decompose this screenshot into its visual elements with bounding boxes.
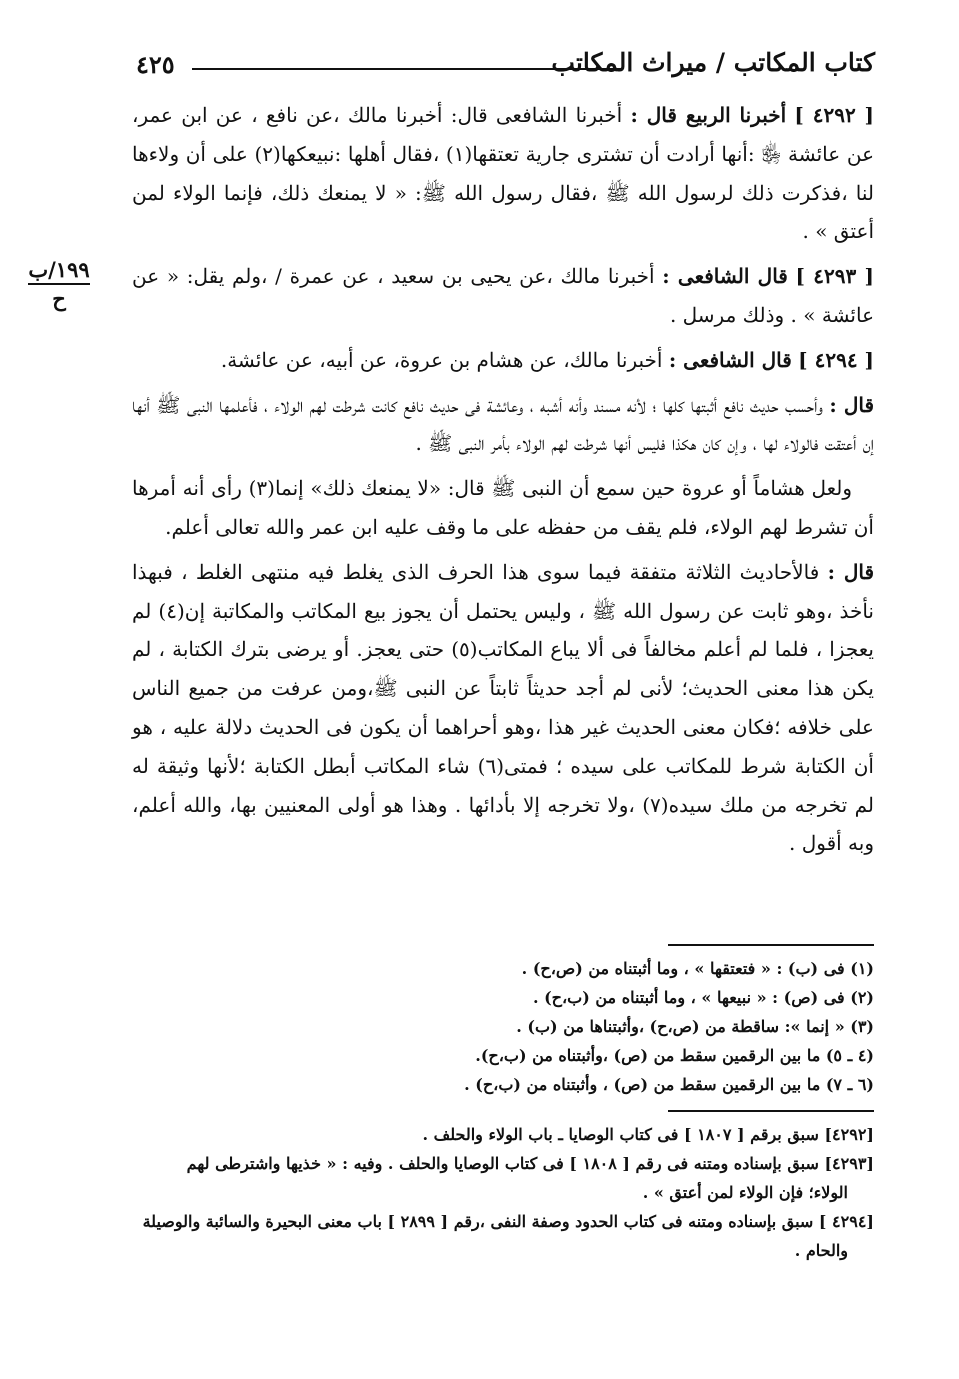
source-text: [٤٢٩٣] سبق بإسناده ومتنه فى رقم [ ١٨٠٨ ] فى كتاب الوصايا والحلف . وفيه : « خذيها واشترطى لهم <box>186 1154 874 1173</box>
source-continuation: والحام . <box>794 1241 848 1260</box>
paragraph-text: وأحسب حديث نافع أثبتها كلها ؛ لأنه مسند وأنه أشبه ، وعائشة فى حديث نافع كانت شرطت لهم الولاء ، فأعلمها النبى ﷺ أنها إن أعتقت فالولاء لها ، وإن كان هكذا فليس أنها شرطت لهم الولاء بأمر النبى ﷺ . <box>132 392 874 456</box>
footnote: (٤ ـ ٥) ما بين الرقمين سقط من (ص) ،وأثبتناه من (ب،ح). <box>475 1046 874 1065</box>
source-reference <box>132 1207 874 1265</box>
paragraph-qala-1 <box>132 386 874 464</box>
hadith-number: [ ٤٢٩٢ ] <box>794 103 875 127</box>
footnote: (٦ ـ ٧) ما بين الرقمين سقط من (ص) ، وأثبتناه من (ب،ح) . <box>464 1075 874 1094</box>
running-title: كتاب المكاتب / ميراث المكاتب <box>551 48 875 77</box>
paragraph-text: أخبرنا مالك، عن هشام بن عروة، عن أبيه، عن عائشة. <box>220 347 663 372</box>
page-number: ٤٢٥ <box>136 50 175 79</box>
paragraph-4293 <box>132 257 874 335</box>
footnote: (١) فى (ب) : « فتعتقها » ، وما أثبتناه من (ص،ح) . <box>521 959 874 978</box>
paragraph-lead: قال : <box>827 559 875 584</box>
paragraph-text: فالأحاديث الثلاثة متفقة فيما سوى هذا الحرف الذى يغلط فيه منتهى الغلط ، فبهذا نأخذ ،وهو ثابت عن رسول الله ﷺ ، وليس يحتمل أن يجوز بيع المكاتب والمكاتبة إن(٤) لم يعجزا ، فلما لم أعلم مخالفاً فى ألا يباع المكاتب(٥) حتى يعجز. أو يرضى بترك الكتابة ، لم يكن هذا معنى الحديث؛ لأنى لم أجد حديثاً ثابتاً عن النبى ﷺ،ومن عرفت من جميع الناس على خلافه ؛فكان معنى الحديث غير هذا ،وهو أحراهما أن يكون فى الحديث دلالة عليه ، هو أن الكتابة شرط للمكاتب على سيده ؛ فمتى(٦) شاء المكاتب أبطل الكتابة ؛لأنها وثيقة له لم تخرجه من ملك سيده(٧) ،ولا تخرجه إلا بأدائها . وهذا هو أولى المعنيين بها، والله أعلم، وبه أقول . <box>132 559 875 856</box>
hadith-number: [ ٤٢٩٤ ] <box>798 347 874 372</box>
paragraph-text: أخبرنا مالك ،عن يحيى بن سعيد ، عن عمرة / ،ولم يقل: « عن عائشة » . وذلك مرسل . <box>132 264 874 327</box>
page-header <box>130 48 875 84</box>
paragraph-4294 <box>132 341 874 380</box>
paragraph-lead: قال الشافعى : <box>662 264 788 289</box>
source-reference <box>132 1149 874 1207</box>
paragraph-hisham <box>132 469 874 547</box>
source-reference <box>132 1120 874 1149</box>
main-text <box>132 96 874 869</box>
footnote-rule <box>668 944 874 946</box>
paragraph-qala-2 <box>132 553 874 863</box>
hadith-number: [ ٤٢٩٣ ] <box>795 264 875 289</box>
paragraph-lead: أخبرنا الربيع قال : <box>630 103 787 127</box>
paragraph-lead: قال الشافعى : <box>668 347 792 372</box>
paragraph-4292 <box>132 96 874 251</box>
sources-rule <box>668 1110 874 1112</box>
margin-siglum: ح <box>52 286 66 312</box>
source-text: [٤٢٩٢] سبق برقم [ ١٨٠٧ ] فى كتاب الوصايا ـ باب الولاء والحلف . <box>422 1125 874 1144</box>
footnotes <box>420 954 874 1099</box>
source-references <box>132 1120 874 1265</box>
source-continuation: الولاء؛ فإن الولاء لمن أعتق » . <box>642 1183 848 1202</box>
footnote: (٣) « إنما »: ساقطة من (ص،ح) ،وأثبتناها من (ب) . <box>516 1017 874 1036</box>
paragraph-text: ولعل هشاماً أو عروة حين سمع أن النبى ﷺ قال: «لا يمنعك ذلك» إنما(٣) رأى أنه أمرها أن تشرط لهم الولاء، فلم يقف من حفظه على ما وقف عليه ابن عمر والله تعالى أعلم. <box>132 476 874 539</box>
margin-note <box>28 258 90 310</box>
footnote: (٢) فى (ص) : « نبيعها » ، وما أثبتناه من (ب،ح) . <box>532 988 874 1007</box>
paragraph-text: أخبرنا الشافعى قال: أخبرنا مالك ،عن نافع ، عن ابن عمر، عن عائشة ﵂ :أنها أرادت أن تشترى جارية تعتقها(١) ،فقال أهلها :نبيعكها(٢) على أن ولاءها لنا ،فذكرت ذلك لرسول الله ﷺ ،فقال رسول الله ﷺ: « لا يمنعك ذلك، فإنما الولاء لمن أعتق » . <box>132 103 874 244</box>
margin-folio: ١٩٩/ب <box>28 258 90 285</box>
source-text: [٤٢٩٤ ] سبق بإسناده ومتنه فى كتاب الحدود وصفة النفى ،رقم [ ٢٨٩٩ ] باب معنى البحيرة والسائبة والوصيلة <box>142 1212 874 1231</box>
paragraph-lead: قال : <box>829 392 875 417</box>
